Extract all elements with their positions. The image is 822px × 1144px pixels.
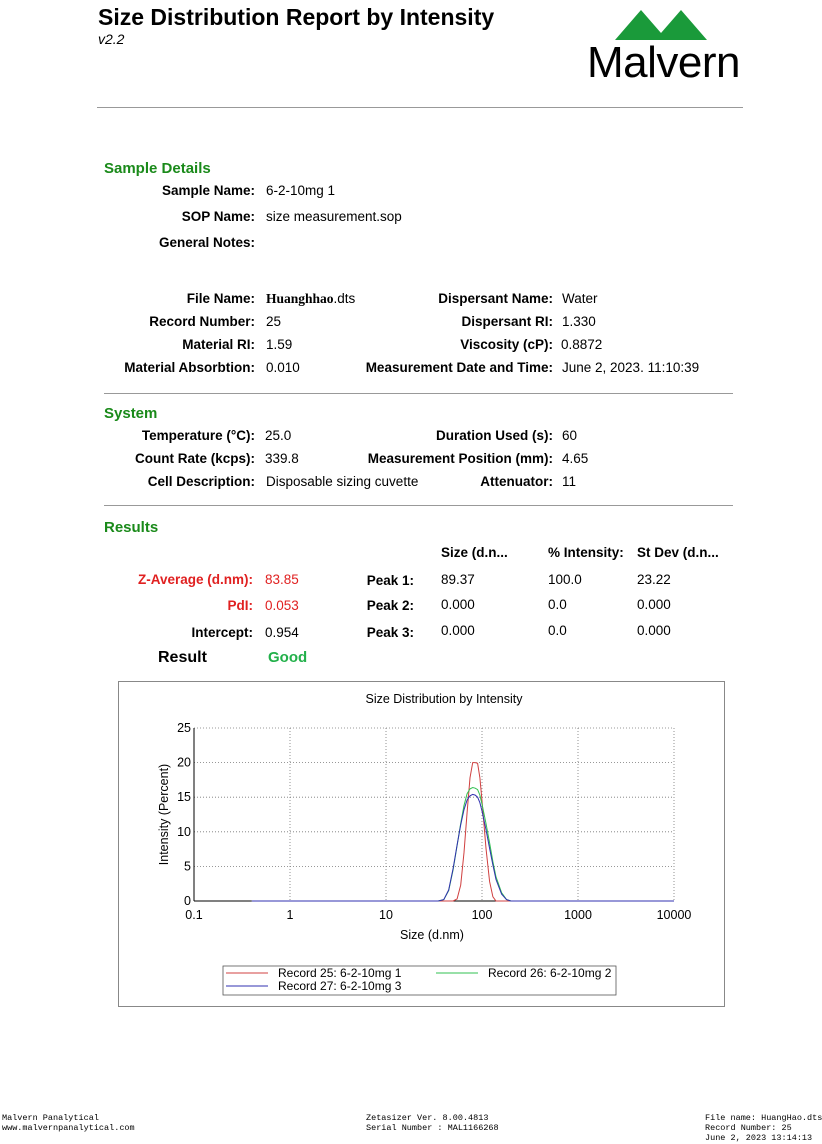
peak-2-size: 0.000 (441, 597, 475, 612)
report-version: v2.2 (98, 31, 125, 47)
temperature-value: 25.0 (265, 428, 292, 443)
col-stdev-header: St Dev (d.n... (637, 545, 719, 560)
temperature-label: Temperature (°C): (141, 428, 255, 443)
material-absorbtion-label: Material Absorbtion: (124, 360, 255, 375)
cell-description-label: Cell Description: (147, 474, 255, 489)
peak-1-size: 89.37 (441, 572, 475, 587)
footer-center (366, 1113, 499, 1133)
report-title: Size Distribution Report by Intensity (98, 4, 495, 30)
y-tick-label-10: 10 (177, 824, 191, 839)
sample-name-label: Sample Name: (161, 183, 255, 198)
y-tick-label-15: 15 (177, 790, 191, 805)
measurement-datetime-label: Measurement Date and Time: (365, 360, 553, 375)
peak-2-intensity: 0.0 (548, 597, 567, 612)
sample-divider (104, 393, 733, 394)
measurement-datetime-value: June 2, 2023. 11:10:39 (562, 360, 700, 375)
attenuator-label: Attenuator: (480, 474, 553, 489)
material-ri-value: 1.59 (266, 337, 293, 352)
legend-entry-3: Record 27: 6-2-10mg 3 (278, 979, 402, 993)
pdi-label: PdI: (227, 598, 253, 613)
peak-1-intensity: 100.0 (548, 572, 582, 587)
intercept-label: Intercept: (191, 625, 253, 640)
count-rate-label: Count Rate (kcps): (134, 451, 255, 466)
x-tick-label-1: 1 (286, 908, 294, 922)
pdi-value: 0.053 (265, 598, 299, 613)
peak-3-label: Peak 3: (366, 625, 414, 640)
col-intensity-header: % Intensity: (548, 545, 624, 560)
intercept-value: 0.954 (265, 625, 299, 640)
file-name-value (266, 291, 355, 307)
footer-right (705, 1113, 822, 1143)
system-divider (104, 505, 733, 506)
size-distribution-chart (118, 681, 725, 1007)
viscosity-value: 0.8872 (561, 337, 603, 352)
file-name-label: File Name: (186, 291, 255, 306)
footer-serial-number: Serial Number : MAL1166268 (366, 1123, 499, 1133)
legend-entry-2: Record 26: 6-2-10mg 2 (488, 966, 612, 980)
y-tick-label-20: 20 (177, 755, 191, 770)
attenuator-value: 11 (562, 474, 577, 489)
viscosity-label: Viscosity (cP): (460, 337, 553, 352)
system-heading: System (104, 405, 158, 422)
results-heading: Results (104, 519, 159, 536)
dispersant-name-label: Dispersant Name: (438, 291, 553, 306)
y-tick-label-0: 0 (184, 894, 191, 908)
x-tick-label-100: 100 (471, 908, 493, 922)
series-line-2 (252, 788, 674, 902)
x-tick-label-10000: 10000 (656, 908, 692, 922)
col-size-header: Size (d.n... (441, 545, 508, 560)
duration-value: 60 (562, 428, 578, 443)
z-average-value: 83.85 (265, 572, 299, 587)
file-name-extension: .dts (333, 291, 356, 306)
footer-date: June 2, 2023 13:14:13 (705, 1133, 813, 1143)
x-tick-label-10: 10 (379, 908, 393, 922)
x-tick-label-0.1: 0.1 (185, 908, 203, 922)
legend-entry-1: Record 25: 6-2-10mg 1 (278, 966, 402, 980)
footer-record-number: Record Number: 25 (705, 1123, 792, 1133)
peak-2-stdev: 0.000 (637, 597, 671, 612)
result-value: Good (268, 649, 308, 666)
footer-company: Malvern Panalytical (2, 1113, 99, 1123)
cell-description-value: Disposable sizing cuvette (266, 474, 419, 489)
peak-1-label: Peak 1: (366, 573, 414, 588)
peak-3-intensity: 0.0 (548, 623, 567, 638)
z-average-label: Z-Average (d.nm): (137, 572, 253, 587)
dispersant-ri-value: 1.330 (562, 314, 596, 329)
peak-3-stdev: 0.000 (637, 623, 671, 638)
general-notes-label: General Notes: (158, 235, 255, 250)
sample-details-heading: Sample Details (104, 160, 211, 177)
duration-label: Duration Used (s): (435, 428, 553, 443)
series-line-1 (252, 763, 674, 901)
logo-wordmark: Malvern (587, 38, 740, 87)
measurement-position-value: 4.65 (562, 451, 589, 466)
footer-file-name: File name: HuangHao.dts (705, 1113, 822, 1123)
chart-title: Size Distribution by Intensity (365, 692, 523, 706)
material-ri-label: Material RI: (182, 337, 255, 352)
x-tick-label-1000: 1000 (564, 908, 592, 922)
y-tick-label-5: 5 (184, 859, 191, 874)
measurement-position-label: Measurement Position (mm): (367, 451, 553, 466)
record-number-label: Record Number: (149, 314, 255, 329)
footer-left (2, 1113, 135, 1133)
sop-name-label: SOP Name: (181, 209, 255, 224)
footer-software-version: Zetasizer Ver. 8.00.4813 (366, 1113, 489, 1123)
dispersant-ri-label: Dispersant RI: (461, 314, 553, 329)
peak-2-label: Peak 2: (366, 598, 414, 613)
peak-3-size: 0.000 (441, 623, 475, 638)
sample-name-value: 6-2-10mg 1 (266, 183, 336, 198)
peak-1-stdev: 23.22 (637, 572, 671, 587)
y-axis-label: Intensity (Percent) (157, 763, 171, 866)
record-number-value: 25 (266, 314, 282, 329)
dispersant-name-value: Water (562, 291, 598, 306)
header-divider (97, 107, 743, 108)
result-label: Result (158, 649, 207, 666)
y-tick-label-25: 25 (177, 721, 191, 735)
file-name-stem: Huanghhao (266, 291, 334, 306)
sop-name-value: size measurement.sop (266, 209, 402, 224)
footer-website[interactable]: www.malvernpanalytical.com (2, 1123, 135, 1133)
malvern-logo-icon (615, 7, 707, 41)
x-axis-label: Size (d.nm) (400, 928, 464, 942)
count-rate-value: 339.8 (265, 451, 299, 466)
material-absorbtion-value: 0.010 (266, 360, 300, 375)
